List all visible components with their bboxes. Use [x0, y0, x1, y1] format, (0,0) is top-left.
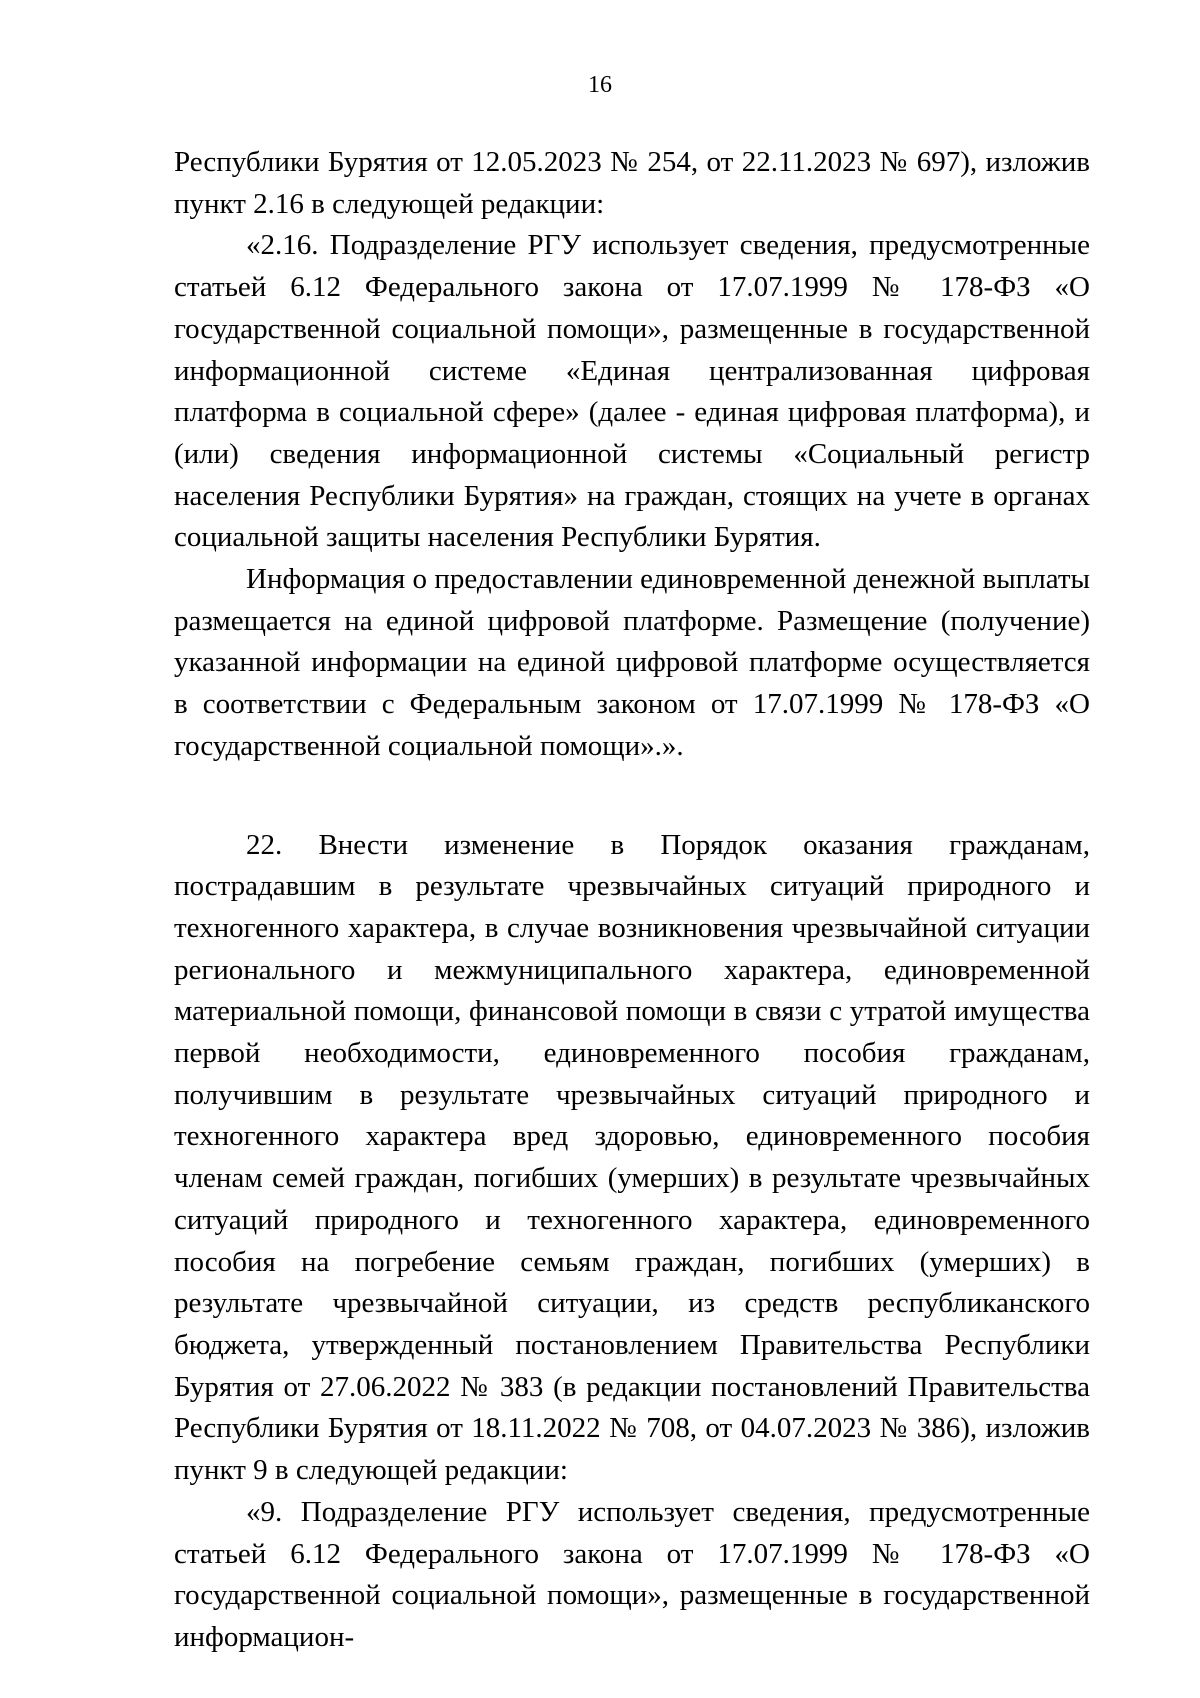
- paragraph-clause-9: «9. Подразделение РГУ использует сведения, предусмотренные статьей 6.12 Федерального закона от 17.07.1999 № 178-ФЗ «О государственной социальной помощи», размещенные в государственной информацион-: [174, 1495, 1090, 1653]
- document-body: [174, 142, 1090, 1659]
- paragraph-continuation: Республики Бурятия от 12.05.2023 № 254, от 22.11.2023 № 697), изложив пункт 2.16 в следующей редакции:: [174, 146, 1090, 220]
- paragraph-clause-2-16: «2.16. Подразделение РГУ использует сведения, предусмотренные статьей 6.12 Федерального закона от 17.07.1999 № 178-ФЗ «О государственной социальной помощи», размещенные в государственной информационной системе «Единая централизованная цифровая платформа в социальной сфере» (далее - единая цифровая платформа), и (или) сведения информационной системы «Социальный регистр населения Республики Бурятия» на граждан, стоящих на учете в органах социальной защиты населения Республики Бурятия.: [174, 229, 1090, 554]
- paragraph-payment-info: Информация о предоставлении единовременной денежной выплаты размещается на единой цифровой платформе. Размещение (получение) указанной информации на единой цифровой платформе осуществляется в соответствии с Федеральным законом от 17.07.1999 № 178-ФЗ «О государственной социальной помощи».».: [174, 563, 1090, 762]
- paragraph-item-22: 22. Внести изменение в Порядок оказания гражданам, пострадавшим в результате чрезвычайных ситуаций природного и техногенного характера, в случае возникновения чрезвычайной ситуации регионального и межмуниципального характера, единовременной материальной помощи, финансовой помощи в связи с утратой имущества первой необходимости, единовременного пособия гражданам, получившим в результате чрезвычайных ситуаций природного и техногенного характера вред здоровью, единовременного пособия членам семей граждан, погибших (умерших) в результате чрезвычайных ситуаций природного и техногенного характера, единовременного пособия на погребение семьям граждан, погибших (умерших) в результате чрезвычайной ситуации, из средств республиканского бюджета, утвержденный постановлением Правительства Республики Бурятия от 27.06.2022 № 383 (в редакции постановлений Правительства Республики Бурятия от 18.11.2022 № 708, от 04.07.2023 № 386), изложив пункт 9 в следующей редакции:: [174, 828, 1090, 1487]
- section-gap: [174, 768, 1090, 825]
- page-number: 16: [588, 72, 612, 98]
